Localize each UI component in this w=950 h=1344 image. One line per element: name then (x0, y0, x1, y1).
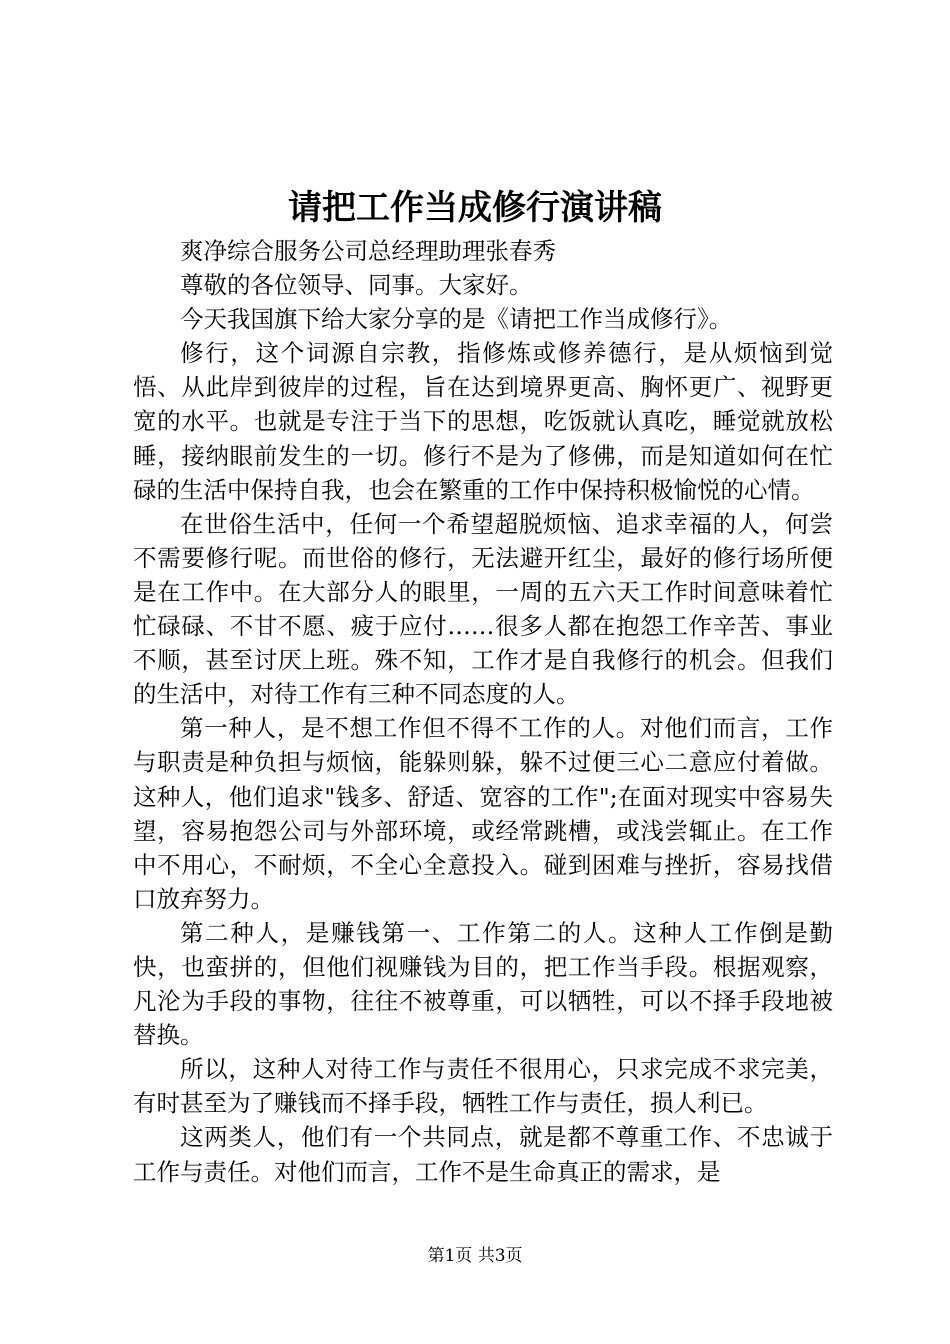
paragraph: 所以，这种人对待工作与责任不很用心，只求完成不求完美，有时甚至为了赚钱而不择手段，牺牲工作与责任，损人利已。 (133, 1055, 833, 1118)
document-body (133, 234, 833, 1189)
page-footer: 第1页 共3页 (427, 1246, 523, 1266)
intro-paragraph: 今天我国旗下给大家分享的是《请把工作当成修行》。 (180, 305, 733, 334)
paragraph: 修行，这个词源自宗教，指修炼或修养德行，是从烦恼到觉悟、从此岸到彼岸的过程，旨在达到境界更高、胸怀更广、视野更宽的水平。也就是专注于当下的思想，吃饭就认真吃，睡觉就放松睡，接纳眼前发生的一切。修行不是为了修佛，而是知道如何在忙碌的生活中保持自我，也会在繁重的工作中保持积极愉悦的心情。 (133, 339, 833, 504)
page-title: 请把工作当成修行演讲稿 (288, 188, 662, 228)
paragraph: 第一种人，是不想工作但不得不工作的人。对他们而言，工作与职责是种负担与烦恼，能躲则躲，躲不过便三心二意应付着做。这种人，他们追求"钱多、舒适、宽容的工作";在面对现实中容易失望，容易抱怨公司与外部环境，或经常跳槽，或浅尝辄止。在工作中不用心，不耐烦，不全心全意投入。碰到困难与挫折，容易找借口放弃努力。 (133, 714, 833, 913)
paragraph: 第二种人，是赚钱第一、工作第二的人。这种人工作倒是勤快，也蛮拼的，但他们视赚钱为目的，把工作当手段。根据观察，凡沦为手段的事物，往往不被尊重，可以牺牲，可以不择手段地被替换。 (133, 918, 833, 1050)
paragraph: 在世俗生活中，任何一个希望超脱烦恼、追求幸福的人，何尝不需要修行呢。而世俗的修行，无法避开红尘，最好的修行场所便是在工作中。在大部分人的眼里，一周的五六天工作时间意味着忙忙碌碌、不甘不愿、疲于应付……很多人都在抱怨工作辛苦、事业不顺，甚至讨厌上班。殊不知，工作才是自我修行的机会。但我们的生活中，对待工作有三种不同态度的人。 (133, 509, 833, 709)
paragraph: 这两类人，他们有一个共同点，就是都不尊重工作、不忠诚于工作与责任。对他们而言，工作不是生命真正的需求，是 (133, 1123, 833, 1186)
greeting-paragraph: 尊敬的各位领导、同事。大家好。 (180, 271, 533, 300)
author-line: 爽净综合服务公司总经理助理张春秀 (180, 237, 556, 265)
